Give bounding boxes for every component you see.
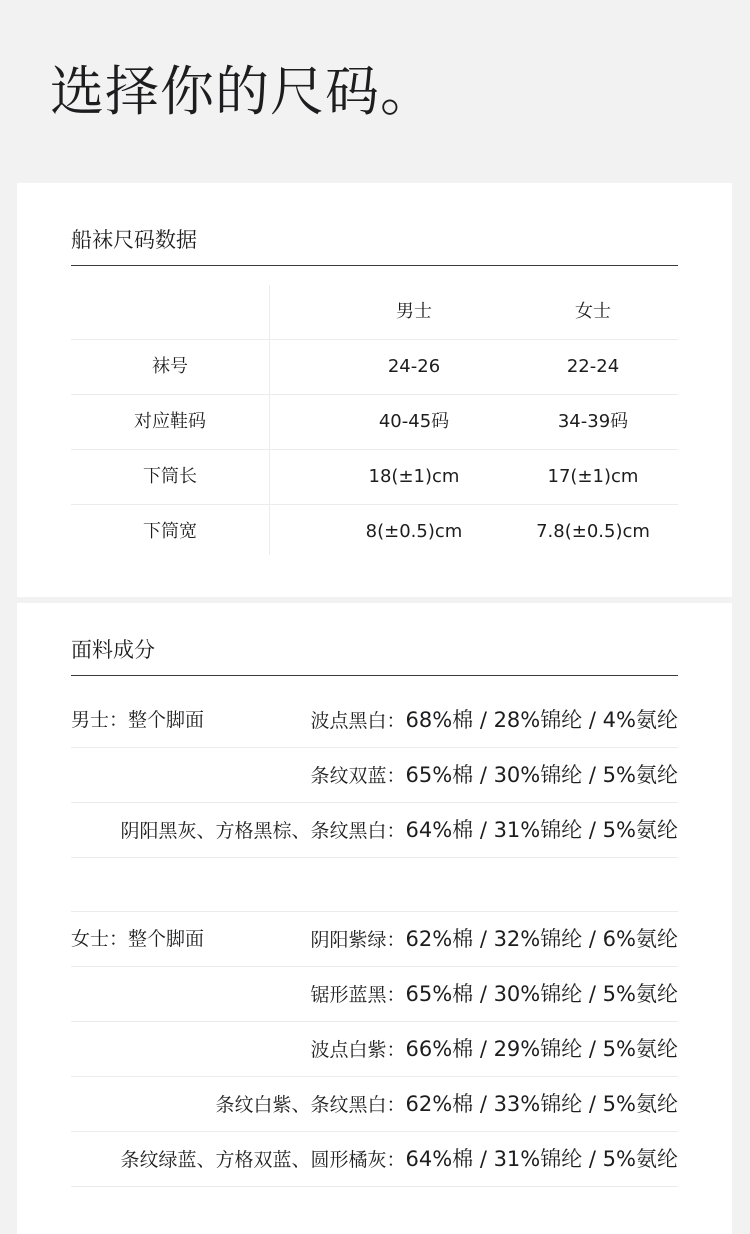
fabric-list [71,693,678,1187]
men-group-label: 男士：整个脚面 [71,709,205,731]
list-item [71,748,678,803]
fabric-detail [215,1077,678,1132]
fabric-detail [120,803,678,858]
composition-value: 62%棉 / 33%锦纶 / 5%氨纶 [405,1092,678,1116]
fabric-detail [310,912,678,967]
header-women: 女士 [575,301,611,322]
composition-value: 65%棉 / 30%锦纶 / 5%氨纶 [405,982,678,1006]
size-data-card [17,183,732,597]
table-row [71,505,678,559]
colorway-name: 阴阳紫绿： [310,929,406,951]
fabric-detail [310,693,678,748]
colorway-name: 锯形蓝黑： [310,984,406,1006]
women-value: 22-24 [566,356,620,377]
list-item [71,1022,678,1077]
table-row [71,450,678,505]
page-title: 选择你的尺码。 [50,60,435,123]
composition-value: 64%棉 / 31%锦纶 / 5%氨纶 [405,1147,678,1171]
row-label: 下筒宽 [143,521,197,542]
women-value: 7.8(±0.5)cm [536,521,650,542]
fabric-composition-card [17,603,732,1234]
table-row [71,395,678,450]
men-value: 18(±1)cm [368,466,460,487]
men-value: 40-45码 [378,411,450,432]
colorway-name: 条纹白紫、条纹黑白： [215,1094,406,1116]
fabric-detail [310,1022,678,1077]
men-value: 24-26 [387,356,441,377]
composition-value: 66%棉 / 29%锦纶 / 5%氨纶 [405,1037,678,1061]
colorway-name: 阴阳黑灰、方格黑棕、条纹黑白： [120,820,406,842]
row-label: 对应鞋码 [134,411,206,432]
header-men: 男士 [396,301,432,322]
composition-value: 64%棉 / 31%锦纶 / 5%氨纶 [405,818,678,842]
women-group-label: 女士：整个脚面 [71,928,205,950]
list-item [71,693,678,748]
fabric-section-title: 面料成分 [71,635,678,676]
colorway-name: 波点白紫： [310,1039,406,1061]
fabric-detail [120,1132,678,1187]
size-table [71,285,678,559]
row-label: 下筒长 [143,466,197,487]
list-item [71,1077,678,1132]
composition-value: 65%棉 / 30%锦纶 / 5%氨纶 [405,763,678,787]
row-label: 袜号 [152,356,188,377]
women-value: 17(±1)cm [547,466,639,487]
fabric-detail [310,967,678,1022]
size-table-header [71,285,678,340]
size-section-title: 船袜尺码数据 [71,225,678,266]
composition-value: 62%棉 / 32%锦纶 / 6%氨纶 [405,927,678,951]
list-item [71,912,678,967]
fabric-detail [310,748,678,803]
women-value: 34-39码 [557,411,629,432]
colorway-name: 条纹绿蓝、方格双蓝、圆形橘灰： [120,1149,406,1171]
list-item [71,803,678,858]
men-value: 8(±0.5)cm [365,521,463,542]
list-item [71,967,678,1022]
list-spacer [71,858,678,912]
composition-value: 68%棉 / 28%锦纶 / 4%氨纶 [405,708,678,732]
colorway-name: 条纹双蓝： [310,765,406,787]
list-item [71,1132,678,1187]
table-row [71,340,678,395]
header-label-cell [71,285,269,339]
colorway-name: 波点黑白： [310,710,406,732]
